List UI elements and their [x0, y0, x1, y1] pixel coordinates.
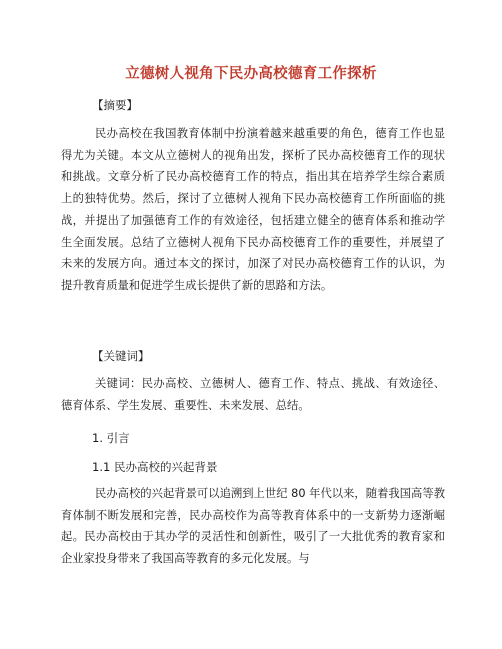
- section-heading-introduction: 1. 引言: [92, 431, 130, 445]
- abstract-label: 【摘要】: [92, 98, 138, 112]
- keywords-label: 【关键词】: [92, 349, 150, 363]
- background-paragraph: 民办高校的兴起背景可以追溯到上世纪 80 年代以来，随着我国高等教育体制不断发展和完善，民办高校作为高等教育体系中的一支新势力逐渐崛起。民办高校由于其办学的灵活性和创新性，吸引了一大批优秀的教育家和企业家投身带来了我国高等教育的多元化发展。与: [61, 487, 445, 566]
- keywords-paragraph: 关键词：民办高校、立德树人、德育工作、特点、挑战、有效途径、德育体系、学生发展、重要性、未来发展、总结。: [61, 377, 445, 412]
- abstract-paragraph: 民办高校在我国教育体制中扮演着越来越重要的角色，德育工作也显得尤为关键。本文从立德树人的视角出发，探析了民办高校德育工作的现状和挑战。文章分析了民办高校德育工作的特点，指出其在培养学生综合素质上的独特优势。然后，探讨了立德树人视角下民办高校德育工作所面临的挑战，并提出了加强德育工作的有效途径，包括建立健全的德育体系和推动学生全面发展。总结了立德树人视角下民办高校德育工作的重要性，并展望了未来的发展方向。通过本文的探讨，加深了对民办高校德育工作的认识，为提升教育质量和促进学生成长提供了新的思路和方法。: [61, 127, 445, 292]
- subsection-heading-background: 1.1 民办高校的兴起背景: [92, 460, 218, 474]
- document-title: 立德树人视角下民办高校德育工作探析: [125, 66, 377, 82]
